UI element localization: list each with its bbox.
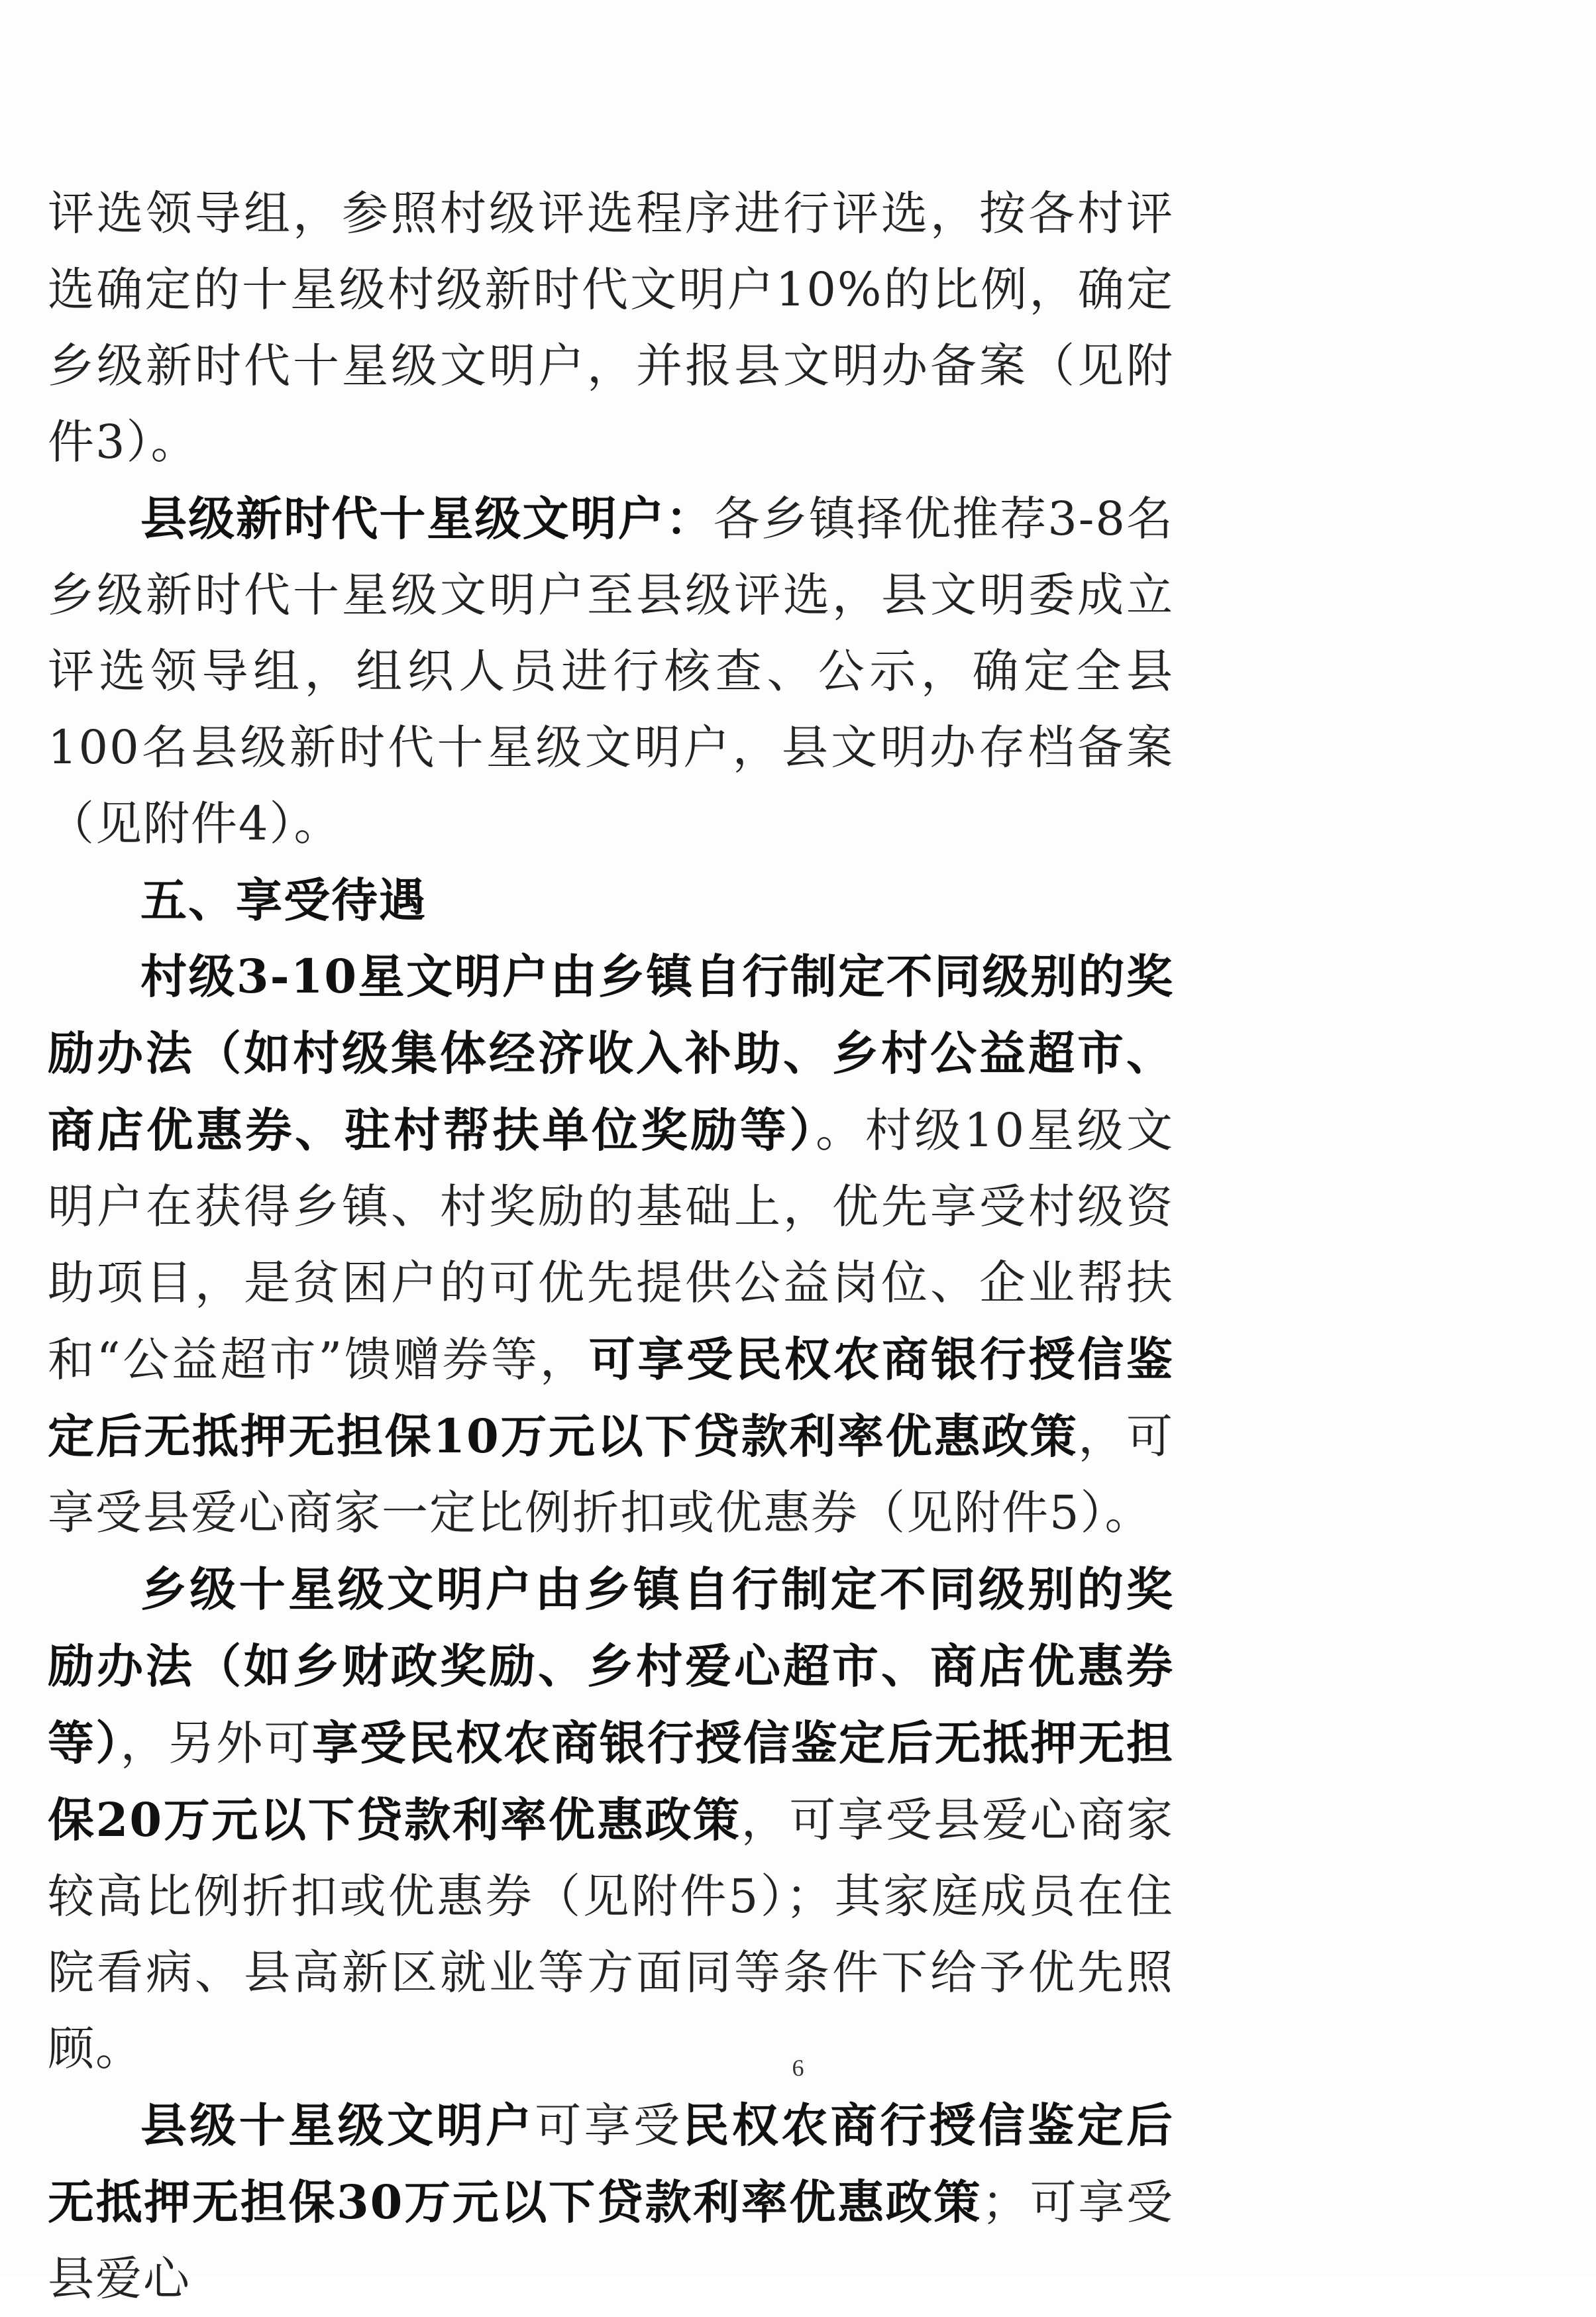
paragraph-text: 评选领导组，参照村级评选程序进行评选，按各村评选确定的十星级村级新时代文明户10%的比例，确定乡级新时代十星级文明户，并报县文明办备案（见附件3）。 (48, 186, 1174, 469)
paragraph-bold-policy: 可享受民权农商银行授信鉴定后无抵押无担保10万元以下贷款利率优惠政策 (48, 1332, 1175, 1464)
paragraph-county-benefits (48, 2087, 1174, 2317)
section-heading: 五、享受待遇 (140, 873, 427, 928)
paragraph-text: 。村级10星级文明户在获得乡镇、村奖励的基础上，优先享受村级资助项目，是贫困户的可优先提供公益岗位、企业帮扶和“公益超市”馈赠券等， (48, 1103, 1174, 1387)
paragraph-bold-lead: 村级3-10星文明户由乡镇自行制定不同级别的奖励办法（如村级集体经济收入补助、乡村公益超市、商店优惠券、驻村帮扶单位奖励等） (48, 949, 1174, 1158)
paragraph-county-level (48, 480, 1174, 862)
paragraph-bold-policy: 享受民权农商银行授信鉴定后无抵押无担保20万元以下贷款利率优惠政策 (48, 1715, 1175, 1847)
paragraph-village-selection (48, 176, 1174, 480)
paragraph-text: 各乡镇择优推荐3-8名乡级新时代十星级文明户至县级评选，县文明委成立评选领导组，组织人员进行核查、公示，确定全县100名县级新时代十星级文明户，县文明办存档备案（见附件4）。 (48, 492, 1174, 851)
paragraph-text: ，可享受县爱心商家一定比例折扣或优惠券（见附件5）。 (48, 1409, 1174, 1540)
document-body (48, 176, 1174, 2317)
paragraph-text: ；可享受县爱心 (48, 2175, 1175, 2306)
paragraph-bold-policy: 民权农商行授信鉴定后无抵押无担保30万元以下贷款利率优惠政策 (48, 2098, 1175, 2230)
paragraph-text: 可享受 (535, 2098, 683, 2153)
paragraph-bold-lead: 县级新时代十星级文明户： (140, 491, 714, 546)
page-number: 6 (792, 2055, 804, 2081)
paragraph-bold-lead: 乡级十星级文明户由乡镇自行制定不同级别的奖励办法（如乡财政奖励、乡村爱心超市、商店优惠券等） (48, 1562, 1174, 1770)
paragraph-text: ，另外可 (120, 1716, 312, 1770)
paragraph-bold-lead: 县级十星级文明户 (140, 2098, 535, 2153)
paragraph-township-benefits (48, 1551, 1174, 2087)
paragraph-text: ，可享受县爱心商家较高比例折扣或优惠券（见附件5）；其家庭成员在住院看病、县高新区就业等方面同等条件下给予优先照顾。 (48, 1793, 1175, 2076)
paragraph-village-benefits (48, 938, 1174, 1551)
